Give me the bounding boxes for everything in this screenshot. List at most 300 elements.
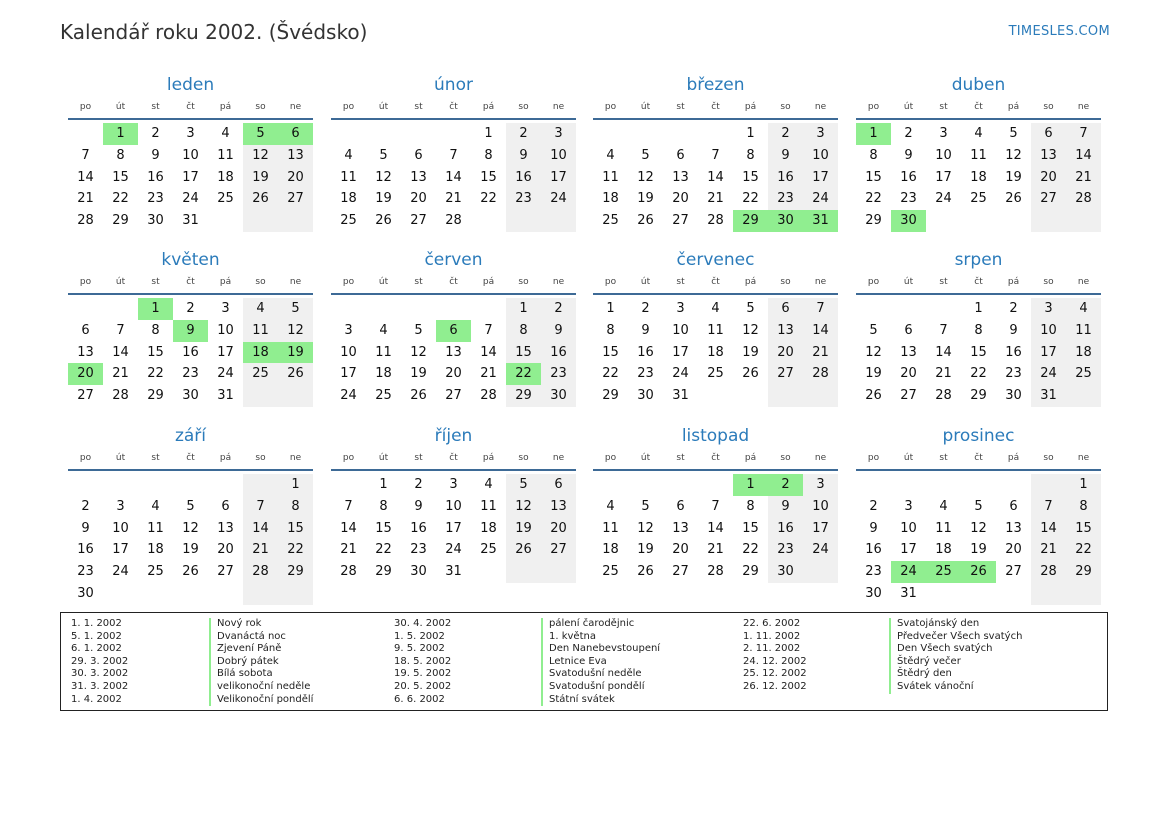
weekday-label: pá (744, 277, 757, 287)
weekday-label: pá (1007, 102, 1020, 112)
month-březen (593, 73, 838, 232)
empty-cell (733, 385, 768, 407)
day-cell: 3 (803, 123, 838, 145)
day-cell: 26 (637, 213, 654, 229)
day-cell: 20 (217, 542, 234, 558)
day-cell: 27 (672, 564, 689, 580)
day-cell: 2 (414, 477, 423, 492)
month-title: prosinec (942, 426, 1015, 446)
weekday-label: pá (219, 277, 232, 287)
day-cell: 7 (243, 496, 278, 518)
day-cell: 28 (935, 388, 952, 404)
day-cell: 2 (186, 301, 195, 316)
day-cell: 14 (803, 320, 838, 342)
day-grid (331, 123, 576, 232)
weekday-label: út (903, 277, 914, 287)
day-grid (68, 474, 313, 605)
day-cell: 9 (414, 498, 423, 514)
day-cell: 12 (243, 145, 278, 167)
day-cell: 24 (935, 191, 952, 207)
weekday-label: so (780, 102, 791, 112)
holiday-day: 9 (173, 320, 208, 342)
holiday-date: 29. 3. 2002 (71, 655, 129, 667)
day-cell: 25 (602, 564, 619, 580)
day-cell: 21 (445, 191, 462, 207)
weekday-label: po (79, 277, 92, 287)
weekday-label: út (115, 277, 126, 287)
day-cell: 11 (480, 498, 497, 514)
day-cell: 1 (379, 477, 388, 492)
empty-cell (138, 474, 173, 496)
day-cell: 9 (768, 496, 803, 518)
day-cell: 11 (602, 520, 619, 536)
day-cell: 13 (900, 344, 917, 360)
holiday-date: 1. 4. 2002 (71, 693, 122, 705)
day-cell: 24 (182, 191, 199, 207)
day-cell: 27 (1031, 188, 1066, 210)
day-cell: 12 (742, 322, 759, 338)
day-cell: 22 (278, 539, 313, 561)
day-cell: 19 (865, 366, 882, 382)
weekday-label: pá (482, 102, 495, 112)
holiday-name: pálení čarodějnic (549, 618, 635, 629)
month-duben (856, 73, 1101, 232)
day-cell: 13 (77, 344, 94, 360)
empty-cell (1031, 474, 1066, 496)
day-cell: 28 (243, 561, 278, 583)
day-cell: 7 (803, 298, 838, 320)
day-cell: 18 (602, 542, 619, 558)
holiday-name: Svatodušní neděle (549, 668, 642, 680)
weekday-label: pá (744, 102, 757, 112)
day-cell: 16 (147, 169, 164, 185)
empty-cell (628, 123, 663, 145)
day-cell: 17 (541, 167, 576, 189)
weekday-label: po (867, 277, 880, 287)
day-cell: 15 (602, 344, 619, 360)
empty-cell (926, 210, 961, 232)
day-cell: 24 (541, 188, 576, 210)
holiday-name: Svatojánský den (897, 618, 980, 629)
day-cell: 17 (112, 542, 129, 558)
day-cell: 12 (278, 320, 313, 342)
empty-cell (471, 210, 506, 232)
empty-cell (768, 385, 803, 407)
day-cell: 10 (112, 520, 129, 536)
day-cell: 13 (278, 145, 313, 167)
page-title: Kalendář roku 2002. (Švédsko) (60, 20, 368, 44)
day-cell: 28 (1031, 561, 1066, 583)
day-cell: 28 (77, 213, 94, 229)
empty-cell (401, 123, 436, 145)
day-cell: 14 (77, 169, 94, 185)
day-cell: 31 (672, 388, 689, 404)
weekday-label: st (939, 277, 948, 287)
day-cell: 17 (935, 169, 952, 185)
day-cell: 23 (147, 191, 164, 207)
day-cell: 27 (900, 388, 917, 404)
weekday-label: út (115, 453, 126, 463)
day-cell: 31 (1031, 385, 1066, 407)
day-cell: 22 (375, 542, 392, 558)
day-cell: 1 (484, 126, 493, 141)
holiday-name: Štědrý večer (897, 655, 961, 667)
day-cell: 24 (340, 388, 357, 404)
day-cell: 20 (278, 167, 313, 189)
empty-cell (401, 298, 436, 320)
day-cell: 4 (1066, 298, 1101, 320)
day-cell: 26 (742, 366, 759, 382)
weekday-label: ne (814, 102, 827, 112)
holiday-day: 18 (243, 342, 278, 364)
day-cell: 28 (340, 564, 357, 580)
day-cell: 26 (506, 539, 541, 561)
month-title: leden (166, 75, 215, 95)
day-cell: 29 (970, 388, 987, 404)
day-cell: 17 (1031, 342, 1066, 364)
holiday-date: 31. 3. 2002 (71, 680, 129, 692)
empty-cell (103, 298, 138, 320)
day-cell: 12 (637, 169, 654, 185)
day-cell: 18 (707, 344, 724, 360)
weekday-label: so (518, 102, 529, 112)
day-cell: 21 (77, 191, 94, 207)
weekday-label: po (342, 102, 355, 112)
day-cell: 11 (217, 147, 234, 163)
holiday-date: 1. 5. 2002 (394, 630, 445, 642)
empty-cell (698, 385, 733, 407)
empty-cell (278, 385, 313, 407)
weekday-label: pá (219, 453, 232, 463)
holiday-name: Bílá sobota (217, 668, 273, 680)
month-květen (68, 248, 313, 407)
day-cell: 29 (742, 564, 759, 580)
day-cell: 11 (147, 520, 164, 536)
day-cell: 28 (112, 388, 129, 404)
day-cell: 23 (506, 188, 541, 210)
day-cell: 4 (379, 322, 388, 338)
day-cell: 22 (147, 366, 164, 382)
day-cell: 15 (742, 169, 759, 185)
day-cell: 13 (672, 520, 689, 536)
month-červenec (593, 248, 838, 407)
holiday-name: 1. května (549, 630, 596, 642)
day-cell: 2 (81, 498, 90, 514)
holiday-date: 30. 4. 2002 (394, 618, 452, 629)
day-cell: 30 (1005, 388, 1022, 404)
weekday-label: čt (449, 277, 458, 287)
day-cell: 27 (672, 213, 689, 229)
day-cell: 6 (414, 147, 423, 163)
empty-cell (856, 298, 891, 320)
empty-cell (208, 210, 243, 232)
day-cell: 2 (151, 126, 160, 141)
weekday-label: út (378, 102, 389, 112)
month-title: červen (424, 250, 483, 270)
holiday-date: 24. 12. 2002 (743, 655, 807, 667)
day-cell: 14 (480, 344, 497, 360)
weekday-label: so (1043, 453, 1054, 463)
day-cell: 13 (541, 496, 576, 518)
empty-cell (961, 474, 996, 496)
day-cell: 12 (182, 520, 199, 536)
day-cell: 2 (768, 123, 803, 145)
day-cell: 17 (672, 344, 689, 360)
month-únor (331, 73, 576, 232)
day-cell: 12 (410, 344, 427, 360)
day-cell: 10 (340, 344, 357, 360)
empty-cell (891, 298, 926, 320)
day-cell: 25 (375, 388, 392, 404)
holiday-name: Velikonoční pondělí (217, 693, 314, 705)
day-cell: 12 (1005, 147, 1022, 163)
day-cell: 24 (803, 188, 838, 210)
month-červen (331, 248, 576, 407)
day-cell: 13 (1031, 145, 1066, 167)
day-cell: 30 (182, 388, 199, 404)
day-cell: 15 (278, 518, 313, 540)
day-cell: 23 (541, 363, 576, 385)
weekday-header (331, 448, 576, 471)
day-cell: 24 (217, 366, 234, 382)
day-cell: 16 (1005, 344, 1022, 360)
day-cell: 15 (112, 169, 129, 185)
day-cell: 7 (711, 147, 720, 163)
day-cell: 19 (182, 542, 199, 558)
weekday-label: pá (219, 102, 232, 112)
empty-cell (243, 583, 278, 605)
day-cell: 26 (375, 213, 392, 229)
day-cell: 5 (414, 322, 423, 338)
day-cell: 6 (1031, 123, 1066, 145)
day-cell: 19 (742, 344, 759, 360)
day-cell: 10 (900, 520, 917, 536)
holiday-name: Den Všech svatých (897, 643, 993, 655)
weekday-label: čt (186, 453, 195, 463)
weekday-label: ne (1077, 453, 1090, 463)
day-cell: 8 (746, 147, 755, 163)
day-cell: 13 (410, 169, 427, 185)
empty-cell (243, 474, 278, 496)
month-title: duben (951, 75, 1006, 95)
weekday-label: st (414, 102, 423, 112)
site-link[interactable]: TIMESLES.COM (1008, 24, 1110, 39)
day-cell: 8 (606, 322, 615, 338)
day-grid (856, 298, 1101, 407)
day-cell: 19 (637, 542, 654, 558)
day-cell: 3 (939, 126, 948, 141)
day-cell: 21 (480, 366, 497, 382)
day-cell: 10 (1031, 320, 1066, 342)
day-cell: 10 (182, 147, 199, 163)
day-cell: 23 (637, 366, 654, 382)
day-cell: 16 (541, 342, 576, 364)
day-cell: 5 (641, 498, 650, 514)
day-cell: 1 (278, 474, 313, 496)
weekday-label: st (676, 453, 685, 463)
day-cell: 16 (768, 167, 803, 189)
day-cell: 13 (672, 169, 689, 185)
day-cell: 27 (768, 363, 803, 385)
day-cell: 15 (1066, 518, 1101, 540)
weekday-label: pá (1007, 453, 1020, 463)
day-cell: 31 (900, 585, 917, 601)
holiday-day: 24 (891, 561, 926, 583)
day-cell: 12 (506, 496, 541, 518)
day-cell: 3 (344, 322, 353, 338)
day-cell: 26 (1005, 191, 1022, 207)
empty-cell (366, 298, 401, 320)
day-cell: 6 (768, 298, 803, 320)
holiday-day: 29 (733, 210, 768, 232)
day-cell: 10 (803, 145, 838, 167)
day-cell: 6 (1009, 498, 1018, 514)
holiday-date: 18. 5. 2002 (394, 655, 452, 667)
empty-cell (891, 474, 926, 496)
holiday-date: 6. 6. 2002 (394, 693, 445, 705)
day-cell: 11 (935, 520, 952, 536)
day-cell: 25 (1066, 363, 1101, 385)
day-cell: 20 (1005, 542, 1022, 558)
day-cell: 16 (768, 518, 803, 540)
day-cell: 13 (768, 320, 803, 342)
holiday-day: 19 (278, 342, 313, 364)
day-cell: 5 (746, 301, 755, 316)
day-cell: 13 (1005, 520, 1022, 536)
empty-cell (663, 474, 698, 496)
empty-cell (278, 210, 313, 232)
day-cell: 14 (935, 344, 952, 360)
day-cell: 15 (480, 169, 497, 185)
day-cell: 21 (707, 542, 724, 558)
weekday-header (593, 97, 838, 120)
day-cell: 17 (803, 167, 838, 189)
day-cell: 15 (742, 520, 759, 536)
day-cell: 4 (606, 147, 615, 163)
day-cell: 20 (410, 191, 427, 207)
day-cell: 30 (865, 585, 882, 601)
holiday-date: 1. 11. 2002 (743, 630, 801, 642)
day-cell: 1 (1066, 474, 1101, 496)
weekday-label: so (518, 277, 529, 287)
weekday-label: st (939, 102, 948, 112)
day-cell: 2 (869, 498, 878, 514)
day-cell: 4 (484, 477, 493, 492)
day-cell: 22 (112, 191, 129, 207)
day-grid (593, 474, 838, 583)
holiday-name: Dvanáctá noc (217, 630, 286, 642)
day-cell: 9 (506, 145, 541, 167)
weekday-label: út (115, 102, 126, 112)
empty-cell (698, 474, 733, 496)
holiday-name: Státní svátek (549, 693, 615, 705)
day-cell: 25 (340, 213, 357, 229)
day-cell: 18 (480, 520, 497, 536)
day-cell: 31 (445, 564, 462, 580)
holiday-name: Svatodušní pondělí (549, 680, 645, 692)
day-cell: 10 (672, 322, 689, 338)
weekday-label: út (640, 102, 651, 112)
holiday-date: 19. 5. 2002 (394, 668, 452, 680)
holiday-day: 30 (768, 210, 803, 232)
day-cell: 24 (1031, 363, 1066, 385)
holiday-day: 22 (506, 363, 541, 385)
day-cell: 6 (221, 498, 230, 514)
weekday-label: ne (1077, 102, 1090, 112)
day-cell: 17 (340, 366, 357, 382)
weekday-label: út (378, 277, 389, 287)
day-grid (593, 123, 838, 232)
day-cell: 8 (379, 498, 388, 514)
month-title: srpen (954, 250, 1003, 270)
day-cell: 10 (935, 147, 952, 163)
empty-cell (506, 210, 541, 232)
day-cell: 20 (1031, 167, 1066, 189)
day-cell: 9 (869, 520, 878, 536)
holiday-names-column (209, 618, 313, 706)
day-cell: 20 (768, 342, 803, 364)
weekday-label: ne (552, 102, 565, 112)
holiday-date: 25. 12. 2002 (743, 668, 807, 680)
day-cell: 12 (865, 344, 882, 360)
day-cell: 29 (1066, 561, 1101, 583)
day-cell: 31 (182, 213, 199, 229)
day-cell: 22 (1066, 539, 1101, 561)
empty-cell (471, 298, 506, 320)
holiday-day: 6 (278, 123, 313, 145)
weekday-label: po (604, 277, 617, 287)
holiday-date: 5. 1. 2002 (71, 630, 122, 642)
empty-cell (68, 298, 103, 320)
weekday-header (593, 272, 838, 295)
day-cell: 29 (865, 213, 882, 229)
day-cell: 11 (1066, 320, 1101, 342)
day-cell: 19 (375, 191, 392, 207)
day-cell: 6 (81, 322, 90, 338)
empty-cell (331, 298, 366, 320)
weekday-label: út (640, 453, 651, 463)
day-cell: 4 (221, 126, 230, 141)
day-grid (856, 123, 1101, 232)
day-cell: 1 (606, 301, 615, 316)
day-cell: 1 (506, 298, 541, 320)
day-cell: 3 (449, 477, 458, 492)
day-cell: 17 (217, 344, 234, 360)
empty-cell (173, 474, 208, 496)
day-cell: 7 (939, 322, 948, 338)
empty-cell (803, 385, 838, 407)
day-cell: 19 (243, 167, 278, 189)
day-cell: 21 (112, 366, 129, 382)
empty-cell (103, 474, 138, 496)
holiday-name: Svátek vánoční (897, 680, 974, 692)
day-cell: 16 (410, 520, 427, 536)
day-cell: 11 (375, 344, 392, 360)
day-grid (331, 298, 576, 407)
day-cell: 3 (186, 126, 195, 141)
day-cell: 5 (506, 474, 541, 496)
holiday-name: Dobrý pátek (217, 655, 279, 667)
day-cell: 14 (707, 169, 724, 185)
day-cell: 29 (602, 388, 619, 404)
empty-cell (138, 583, 173, 605)
weekday-label: čt (711, 277, 720, 287)
day-cell: 18 (602, 191, 619, 207)
holiday-day: 30 (891, 210, 926, 232)
day-cell: 29 (506, 385, 541, 407)
weekday-label: po (342, 277, 355, 287)
day-cell: 20 (672, 542, 689, 558)
